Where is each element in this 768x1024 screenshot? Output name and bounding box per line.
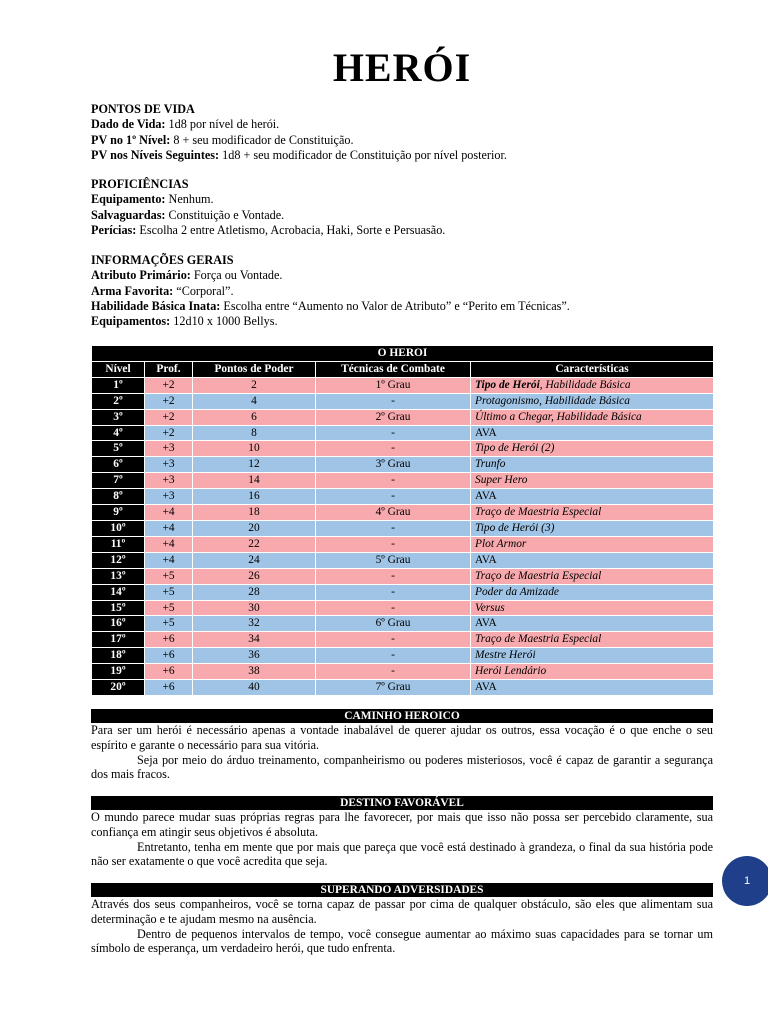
table-row [92,664,714,680]
feature-text: Poder da Amizade [475,585,559,598]
table-row [92,425,714,441]
section-heading: INFORMAÇÕES GERAIS [91,253,234,267]
level-cell: 15º [92,600,145,616]
table-row [92,584,714,600]
feature-text: AVA [475,617,497,630]
technique-cell: 1º Grau [316,377,471,393]
col-header: Pontos de Poder [193,361,316,377]
level-cell: 7º [92,473,145,489]
section-banner: CAMINHO HEROICO [91,709,713,723]
features-cell [471,568,714,584]
power-points-cell: 26 [193,568,316,584]
power-points-cell: 24 [193,552,316,568]
prof-cell: +6 [145,648,193,664]
technique-cell: 2º Grau [316,409,471,425]
info-line: Dado de Vida: 1d8 por nível de herói. [91,117,280,132]
power-points-cell: 8 [193,425,316,441]
table-row [92,489,714,505]
prof-cell: +2 [145,377,193,393]
feature-text: Plot Armor [475,537,527,550]
features-cell [471,457,714,473]
technique-cell: - [316,489,471,505]
features-cell [471,425,714,441]
table-row [92,568,714,584]
level-cell: 11º [92,536,145,552]
features-cell [471,441,714,457]
feature-text: Protagonismo, Habilidade Básica [475,394,630,407]
prof-cell: +5 [145,616,193,632]
table-header-row [92,361,714,377]
level-cell: 6º [92,457,145,473]
feature-text: AVA [475,681,497,694]
feature-text: Trunfo [475,458,506,471]
prof-cell: +6 [145,680,193,696]
level-cell: 16º [92,616,145,632]
power-points-cell: 22 [193,536,316,552]
table-caption: O HEROI [92,346,714,362]
features-cell [471,473,714,489]
technique-cell: - [316,441,471,457]
paragraph: O mundo parece mudar suas próprias regras para lhe favorecer, por mais que isso não possa ser percebido claramente, sua confiança em atingir seus objetivos é absoluta. [91,810,713,839]
table-row [92,473,714,489]
technique-cell: - [316,648,471,664]
section-heading: PONTOS DE VIDA [91,102,195,116]
prof-cell: +5 [145,600,193,616]
level-cell: 1º [92,377,145,393]
feature-text: Tipo de Herói (3) [475,521,555,534]
prof-cell: +2 [145,409,193,425]
technique-cell: - [316,393,471,409]
technique-cell: 4º Grau [316,505,471,521]
table-row [92,600,714,616]
paragraph: Através dos seus companheiros, você se torna capaz de passar por cima de qualquer obstáculo, são eles que alimentam sua determinação e te ajudam mesmo na ausência. [91,897,713,926]
table-row [92,377,714,393]
section-text [91,810,713,869]
level-table [91,345,714,696]
paragraph: Seja por meio do árduo treinamento, companheirismo ou poderes misteriosos, você é capaz de garantir a segurança dos mais fracos. [91,752,713,782]
col-header: Prof. [145,361,193,377]
prof-cell: +4 [145,552,193,568]
level-cell: 3º [92,409,145,425]
feature-text: Traço de Maestria Especial [475,633,602,646]
section-pontos-de-vida [91,102,713,163]
info-line: Arma Favorita: “Corporal”. [91,283,234,298]
technique-cell: - [316,568,471,584]
prof-cell: +2 [145,425,193,441]
feature-text: Último a Chegar, Habilidade Básica [475,410,642,423]
page-number-badge: 1 [722,856,768,906]
info-line: PV no 1º Nível: 8 + seu modificador de Constituição. [91,132,354,147]
power-points-cell: 4 [193,393,316,409]
prof-cell: +4 [145,505,193,521]
power-points-cell: 36 [193,648,316,664]
feature-text: AVA [475,553,497,566]
power-points-cell: 28 [193,584,316,600]
prof-cell: +3 [145,473,193,489]
power-points-cell: 14 [193,473,316,489]
level-cell: 4º [92,425,145,441]
feature-text: AVA [475,426,497,439]
technique-cell: - [316,536,471,552]
table-body [92,377,714,695]
level-cell: 14º [92,584,145,600]
power-points-cell: 34 [193,632,316,648]
technique-cell: - [316,664,471,680]
features-cell [471,489,714,505]
table-row [92,552,714,568]
paragraph: Entretanto, tenha em mente que por mais que pareça que você está destinado à grandeza, o final da sua história pode não ser exatamente o que você acredita que seja. [91,839,713,869]
table-row [92,393,714,409]
power-points-cell: 16 [193,489,316,505]
table-row [92,648,714,664]
technique-cell: - [316,425,471,441]
info-line: Perícias: Escolha 2 entre Atletismo, Acrobacia, Haki, Sorte e Persuasão. [91,222,446,237]
power-points-cell: 38 [193,664,316,680]
prof-cell: +3 [145,441,193,457]
table-row [92,505,714,521]
level-cell: 18º [92,648,145,664]
paragraph: Dentro de pequenos intervalos de tempo, você consegue aumentar ao máximo suas capacidades para se tornar um símbolo de esperança, um verdadeiro herói, que tudo enfrenta. [91,926,713,956]
level-cell: 17º [92,632,145,648]
info-line: Habilidade Básica Inata: Escolha entre “Aumento no Valor de Atributo” e “Perito em Técnicas”. [91,298,570,313]
level-cell: 5º [92,441,145,457]
features-cell [471,505,714,521]
level-cell: 12º [92,552,145,568]
technique-cell: - [316,600,471,616]
feature-bold: Tipo de Herói [475,378,540,391]
info-line: PV nos Níveis Seguintes: 1d8 + seu modificador de Constituição por nível posterior. [91,147,507,162]
level-cell: 19º [92,664,145,680]
level-cell: 9º [92,505,145,521]
features-cell [471,584,714,600]
section-text [91,723,713,782]
col-header: Características [471,361,714,377]
feature-text: Herói Lendário [475,665,547,678]
section-banner: SUPERANDO ADVERSIDADES [91,883,713,897]
prof-cell: +5 [145,568,193,584]
table-row [92,632,714,648]
power-points-cell: 2 [193,377,316,393]
level-cell: 8º [92,489,145,505]
technique-cell: - [316,520,471,536]
power-points-cell: 32 [193,616,316,632]
prof-cell: +6 [145,664,193,680]
level-cell: 20º [92,680,145,696]
prof-cell: +3 [145,489,193,505]
power-points-cell: 20 [193,520,316,536]
section-proficiencias [91,177,713,238]
technique-cell: 5º Grau [316,552,471,568]
page-title: HERÓI [332,45,472,90]
table-row [92,616,714,632]
info-line: Atributo Primário: Força ou Vontade. [91,268,283,283]
features-cell [471,616,714,632]
feature-text: Traço de Maestria Especial [475,569,602,582]
table-row [92,520,714,536]
power-points-cell: 18 [193,505,316,521]
features-cell [471,664,714,680]
prof-cell: +5 [145,584,193,600]
prof-cell: +4 [145,536,193,552]
power-points-cell: 12 [193,457,316,473]
table-row [92,680,714,696]
level-cell: 10º [92,520,145,536]
power-points-cell: 6 [193,409,316,425]
section-heading: PROFICIÊNCIAS [91,177,189,191]
table-row [92,409,714,425]
technique-cell: - [316,584,471,600]
feature-text: Versus [475,601,505,614]
prof-cell: +2 [145,393,193,409]
features-cell [471,632,714,648]
section-text [91,897,713,956]
section-informacoes-gerais [91,253,713,329]
features-cell [471,648,714,664]
feature-text: Tipo de Herói (2) [475,442,555,455]
prof-cell: +4 [145,520,193,536]
level-cell: 2º [92,393,145,409]
feature-text: Traço de Maestria Especial [475,506,602,519]
technique-cell: 6º Grau [316,616,471,632]
prof-cell: +3 [145,457,193,473]
info-line: Salvaguardas: Constituição e Vontade. [91,207,285,222]
features-cell [471,377,714,393]
feature-text: , Habilidade Básica [539,378,631,391]
power-points-cell: 40 [193,680,316,696]
feature-text: Mestre Herói [475,649,536,662]
features-cell [471,536,714,552]
features-cell [471,393,714,409]
table-row [92,441,714,457]
features-cell [471,520,714,536]
prof-cell: +6 [145,632,193,648]
info-line: Equipamentos: 12d10 x 1000 Bellys. [91,314,278,329]
features-cell [471,680,714,696]
level-cell: 13º [92,568,145,584]
section-banner: DESTINO FAVORÁVEL [91,796,713,810]
info-line: Equipamento: Nenhum. [91,192,214,207]
power-points-cell: 30 [193,600,316,616]
features-cell [471,409,714,425]
table-row [92,536,714,552]
power-points-cell: 10 [193,441,316,457]
features-cell [471,552,714,568]
feature-text: AVA [475,490,497,503]
features-cell [471,600,714,616]
col-header: Técnicas de Combate [316,361,471,377]
technique-cell: - [316,632,471,648]
feature-text: Super Hero [475,474,528,487]
technique-cell: 3º Grau [316,457,471,473]
paragraph: Para ser um herói é necessário apenas a vontade inabalável de querer ajudar os outros, essa vocação é o que enche o seu espírito e garante o necessário para sua vitória. [91,723,713,752]
col-header: Nível [92,361,145,377]
technique-cell: - [316,473,471,489]
table-row [92,457,714,473]
technique-cell: 7º Grau [316,680,471,696]
